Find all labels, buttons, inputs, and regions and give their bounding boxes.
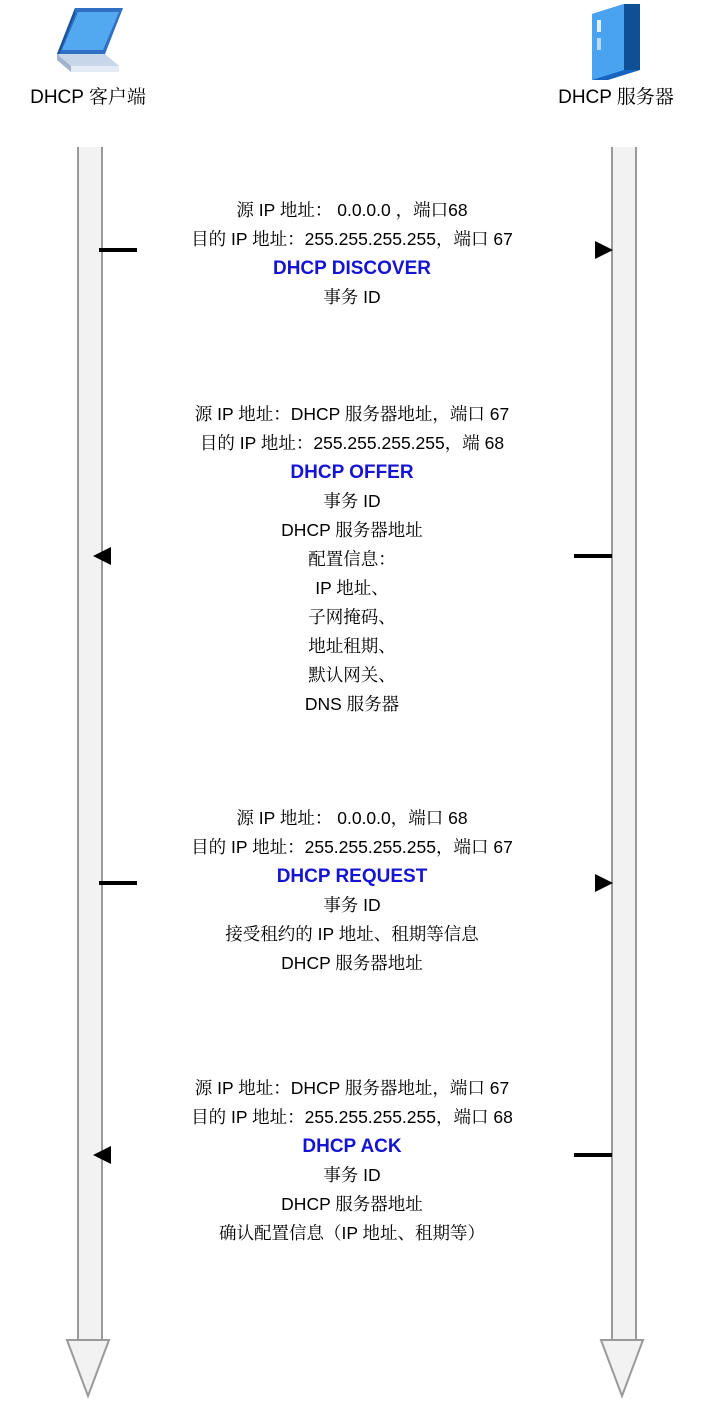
server-lifeline-arrowhead xyxy=(599,1338,645,1400)
request-detail-1: 接受租约的 IP 地址、租期等信息 xyxy=(225,924,479,944)
ack-title: DHCP ACK xyxy=(302,1136,402,1157)
discover-line-0: 源 IP 地址： 0.0.0.0 ，端口68 xyxy=(236,200,468,220)
client-label: DHCP 客户端 xyxy=(30,87,146,108)
ack-line-0: 源 IP 地址：DHCP 服务器地址，端口 67 xyxy=(194,1078,510,1098)
discover-detail-0: 事务 ID xyxy=(323,287,381,307)
message-offer xyxy=(88,400,616,719)
discover-line-1: 目的 IP 地址：255.255.255.255，端口 67 xyxy=(191,229,513,249)
offer-detail-4: 子网掩码、 xyxy=(308,607,396,627)
ack-detail-2: 确认配置信息（IP 地址、租期等） xyxy=(218,1223,486,1243)
message-ack xyxy=(88,1074,616,1248)
offer-detail-1: DHCP 服务器地址 xyxy=(281,520,423,540)
request-detail-0: 事务 ID xyxy=(323,895,381,915)
offer-detail-7: DNS 服务器 xyxy=(304,694,400,714)
ack-detail-0: 事务 ID xyxy=(323,1165,381,1185)
offer-detail-2: 配置信息： xyxy=(308,549,396,569)
offer-line-1: 目的 IP 地址：255.255.255.255，端 68 xyxy=(199,433,505,453)
offer-line-0: 源 IP 地址：DHCP 服务器地址，端口 67 xyxy=(194,404,510,424)
discover-title: DHCP DISCOVER xyxy=(272,258,431,279)
server-icon xyxy=(528,0,704,82)
message-discover xyxy=(88,196,616,312)
client-endpoint xyxy=(0,0,176,109)
offer-detail-0: 事务 ID xyxy=(323,491,381,511)
offer-title: DHCP OFFER xyxy=(290,462,414,483)
ack-line-1: 目的 IP 地址：255.255.255.255，端口 68 xyxy=(191,1107,513,1127)
message-request xyxy=(88,804,616,978)
request-detail-2: DHCP 服务器地址 xyxy=(281,953,423,973)
offer-detail-6: 默认网关、 xyxy=(308,665,396,685)
ack-detail-1: DHCP 服务器地址 xyxy=(281,1194,423,1214)
client-lifeline-arrowhead xyxy=(65,1338,111,1400)
server-endpoint xyxy=(528,0,704,109)
offer-detail-3: IP 地址、 xyxy=(315,578,389,598)
server-label: DHCP 服务器 xyxy=(558,87,674,108)
laptop-icon xyxy=(0,0,176,82)
request-line-0: 源 IP 地址： 0.0.0.0，端口 68 xyxy=(236,808,468,828)
request-title: DHCP REQUEST xyxy=(276,866,428,887)
offer-detail-5: 地址租期、 xyxy=(308,636,396,656)
request-line-1: 目的 IP 地址：255.255.255.255，端口 67 xyxy=(191,837,513,857)
